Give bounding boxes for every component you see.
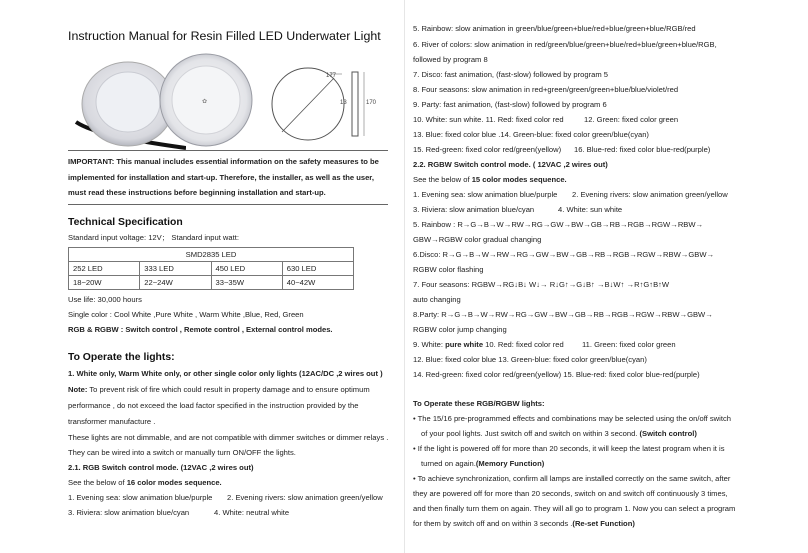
bullet-text: turned on again. <box>421 459 476 468</box>
bullet-bold: (Re-set Function) <box>572 519 635 528</box>
svg-text:✿: ✿ <box>202 98 208 105</box>
mode-prefix: 9. White: <box>413 340 446 349</box>
note-label: Note: <box>68 385 88 394</box>
dimmable-line-1: These lights are not dimmable, and are not compatible with dimmer switches or dimmer relays . <box>68 433 389 442</box>
mode-item: 8. Four seasons: slow animation in red+green/green/green+blue/blue/violet/red <box>413 85 679 94</box>
spec-watt: 22~24W <box>140 276 211 290</box>
white-only-heading: 1. White only, Warm White only, or other single color only lights (12AC/DC ,2 wires out ) <box>68 369 383 378</box>
divider-mid <box>68 204 388 205</box>
mode-item: 3. Riviera: slow animation blue/cyan <box>68 508 190 517</box>
dimension-depth: 13 <box>340 100 347 106</box>
rgb-switch-heading: 2.1. RGB Switch control mode. (12VAC ,2 wires out) <box>68 463 254 472</box>
column-divider <box>404 0 405 553</box>
mode-item: 8.Party: R→G→B→W→RW→RG→GW→BW→GB→RB→RGB→RGW→RBW→GBW→ <box>413 310 713 319</box>
spec-watt: 40~42W <box>282 276 353 290</box>
tech-spec-heading: Technical Specification <box>68 217 183 228</box>
note-line-2: performance , do not exceed the load factor specified in the instruction provided by the <box>68 401 359 410</box>
important-line-2: implemented for installation and start-up. Therefore, the installer, as well as the user, <box>68 173 374 182</box>
note-text: To prevent risk of fire which could result in property damage and to ensure optimum <box>87 385 370 394</box>
bullet-bold: (Switch control) <box>639 429 697 438</box>
dimmable-line-2: They can be wired into a switch or manually turn ON/OFF the lights. <box>68 448 296 457</box>
lamp-front-photo <box>156 50 264 150</box>
note-line-1 <box>68 386 370 394</box>
important-line-3: must read these instructions before beginning installation and start-up. <box>68 188 326 197</box>
see-15-bold: 15 color modes sequence. <box>471 175 567 184</box>
mode-bold: pure white <box>445 340 484 349</box>
rgbw-switch-heading: 2.2. RGBW Switch control mode. ( 12VAC ,2 wires out) <box>413 160 608 169</box>
note-line-3: transformer manufacture . <box>68 417 156 426</box>
spec-led-count: 630 LED <box>282 262 353 276</box>
mode-item: RGBW color flashing <box>413 265 484 274</box>
spec-table-header: SMD2835 LED <box>69 248 354 262</box>
mode-item: 4. White: sun white <box>558 205 623 214</box>
bullet-line <box>413 520 635 528</box>
mode-item: 4. White: neutral white <box>214 508 290 517</box>
operate-rgbw-heading: To Operate these RGB/RGBW lights: <box>413 399 545 408</box>
bullet-line: • If the light is powered off for more than 20 seconds, it will keep the latest program when it is <box>413 444 725 453</box>
spec-watt: 33~35W <box>211 276 282 290</box>
dimension-diagram <box>268 60 378 160</box>
mode-item: 7. Disco: fast animation, (fast-slow) followed by program 5 <box>413 70 608 79</box>
use-life: Use life: 30,000 hours <box>68 295 142 304</box>
mode-item: 14. Red-green: fixed color red/green(yellow) 15. Blue-red: fixed color blue-red(purple) <box>413 370 700 379</box>
mode-item: 11. Green: fixed color green <box>582 340 676 349</box>
mode-item: 15. Red-green: fixed color red/green(yellow) <box>413 145 562 154</box>
spec-watt: 18~20W <box>69 276 140 290</box>
mode-item: 5. Rainbow : R→G→B→W→RW→RG→GW→BW→GB→RB→RGB→RGW→RBW→ <box>413 220 704 229</box>
mode-item: 2. Evening rivers: slow animation green/yellow <box>227 493 383 502</box>
mode-item: RGBW color jump changing <box>413 325 507 334</box>
rgb-control-line: RGB & RGBW : Switch control , Remote control , External control modes. <box>68 325 333 334</box>
mode-item: 1. Evening sea: slow animation blue/purple <box>68 493 213 502</box>
bullet-bold: (Memory Function) <box>475 459 545 468</box>
mode-item: 6.Disco: R→G→B→W→RW→RG→GW→BW→GB→RB→RGB→RGW→RBW→GBW→ <box>413 250 715 259</box>
spec-led-count: 333 LED <box>140 262 211 276</box>
mode-item: 12. Blue: fixed color blue 13. Green-blue: fixed color green/blue(cyan) <box>413 355 647 364</box>
mode-item: 7. Four seasons: RGBW→RG↓B↓ W↓→ R↓G↑→G↓B↑ →B↓W↑ →R↑G↑B↑W <box>413 280 670 289</box>
single-color-line: Single color : Cool White ,Pure White , Warm White ,Blue, Red, Green <box>68 310 304 319</box>
mode-item: 2. Evening rivers: slow animation green/yellow <box>572 190 728 199</box>
spec-table <box>68 247 354 290</box>
bullet-line <box>421 460 544 468</box>
voltage-line: Standard input voltage: 12V； Standard input watt: <box>68 233 239 242</box>
bullet-line: • The 15/16 pre-programmed effects and combinations may be selected using the on/off switch <box>413 414 731 423</box>
see-16-prefix: See the below of <box>68 478 127 487</box>
dimension-top: 177 <box>326 73 337 79</box>
see-15-prefix: See the below of <box>413 175 472 184</box>
mode-item: 6. River of colors: slow animation in red/green/blue/green+blue/red+blue/green+blue/RGB, <box>413 40 717 49</box>
mode-item <box>413 341 564 349</box>
important-line-1: IMPORTANT: This manual includes essential information on the safety measures to be <box>68 157 379 166</box>
spec-led-count: 252 LED <box>69 262 140 276</box>
bullet-line: • To achieve synchronization, confirm all lamps are installed correctly on the same switch, after <box>413 474 731 483</box>
mode-item: 16. Blue-red: fixed color blue-red(purple) <box>574 145 711 154</box>
bullet-line: and then finally turn them on again. They will all go to program 1. Now you can select a program <box>413 504 736 513</box>
mode-item: auto changing <box>413 295 461 304</box>
mode-item: 10. White: sun white. 11. Red: fixed color red <box>413 115 564 124</box>
see-16-modes <box>68 479 222 487</box>
mode-item: 9. Party: fast animation, (fast-slow) followed by program 6 <box>413 100 607 109</box>
page-title: Instruction Manual for Resin Filled LED Underwater Light <box>68 29 381 43</box>
mode-item: GBW→RGBW color gradual changing <box>413 235 542 244</box>
mode-item: 5. Rainbow: slow animation in green/blue/green+blue/red+blue/green+blue/RGB/red <box>413 24 696 33</box>
see-16-bold: 16 color modes sequence. <box>126 478 222 487</box>
spec-led-count: 450 LED <box>211 262 282 276</box>
bullet-text: of your pool lights. Just switch off and switch on within 3 second. <box>421 429 640 438</box>
see-15-modes <box>413 176 567 184</box>
dimension-side: 170 <box>366 100 377 106</box>
operate-heading: To Operate the lights: <box>68 352 175 363</box>
divider-top <box>68 150 388 151</box>
bullet-text: for them by switch off and on within 3 seconds . <box>413 519 573 528</box>
mode-item: 13. Blue: fixed color blue .14. Green-blue: fixed color green/blue(cyan) <box>413 130 649 139</box>
bullet-line: they are powered off for more than 20 seconds, switch on and switch off continuously 3 times, <box>413 489 728 498</box>
mode-item: 12. Green: fixed color green <box>584 115 679 124</box>
bullet-line <box>421 430 697 438</box>
mode-item: 3. Riviera: slow animation blue/cyan <box>413 205 535 214</box>
mode-item: 1. Evening sea: slow animation blue/purple <box>413 190 558 199</box>
mode-item: followed by program 8 <box>413 55 488 64</box>
mode-suffix: 10. Red: fixed color red <box>483 340 564 349</box>
